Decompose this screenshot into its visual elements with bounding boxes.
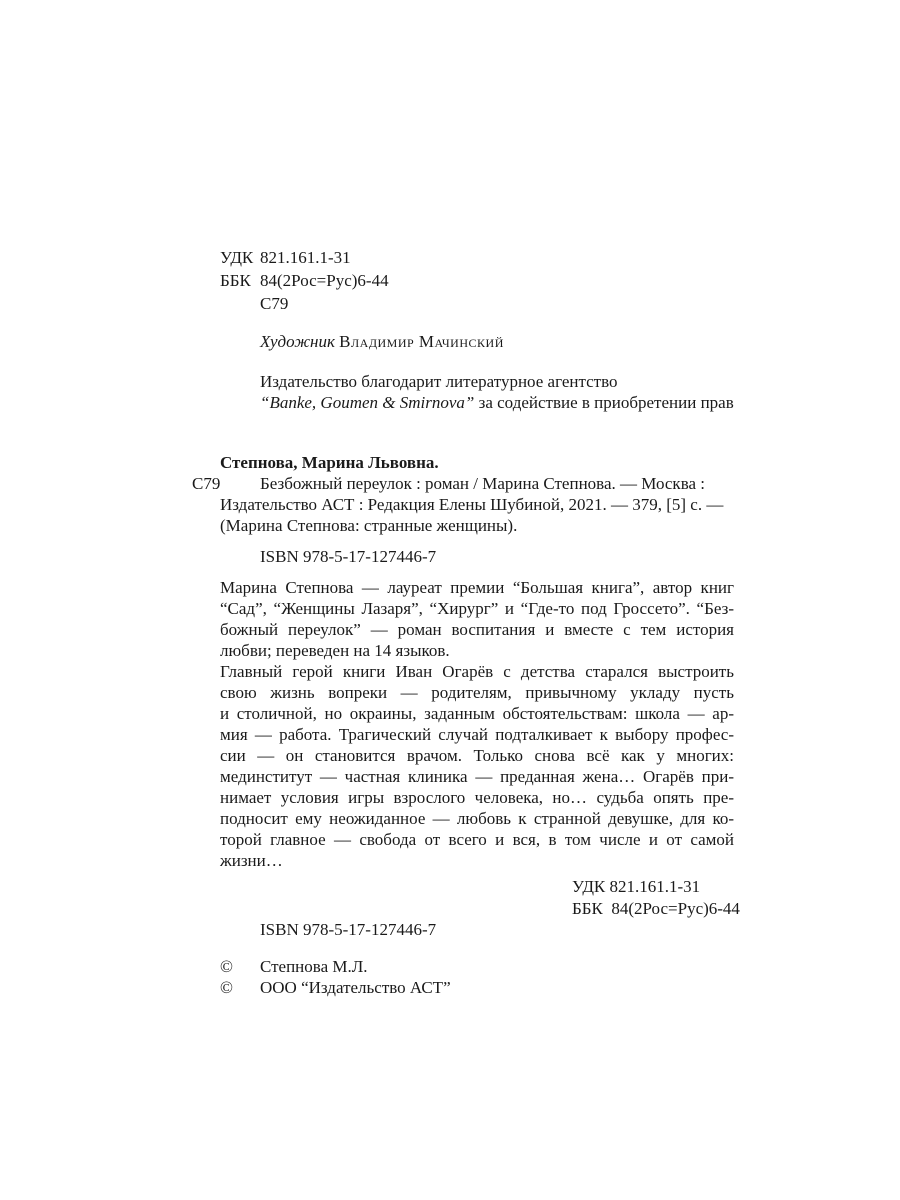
annotation-line: мия — работа. Трагический случай подталкивает к выбору профес- — [220, 725, 734, 744]
annotation-line: Главный герой книги Иван Огарёв с детства старался выстроить — [220, 662, 734, 681]
copyright-holder-2: ООО “Издательство АСТ” — [260, 978, 451, 997]
acknowledgement-rest: за содействие в приобретении прав — [474, 393, 734, 412]
bbk-line-bottom: ББК 84(2Рос=Рус)6-44 — [572, 899, 740, 918]
udk-line-bottom: УДК 821.161.1-31 — [572, 877, 701, 896]
copyright-symbol-2: © — [220, 978, 233, 997]
record-line-1: Безбожный переулок : роман / Марина Степнова. — Москва : — [260, 474, 706, 493]
annotation-line: сии — он становится врачом. Только снова всё как у многих: — [220, 746, 734, 765]
annotation-line: подносит ему неожиданное — любовь к странной девушке, для ко- — [220, 809, 734, 828]
artist-name: Владимир Мачинский — [339, 332, 504, 351]
bbk-value: 84(2Рос=Рус)6-44 — [260, 271, 389, 290]
udk-label: УДК — [220, 248, 254, 267]
agency-name: “Banke, Goumen & Smirnova” — [260, 393, 475, 412]
annotation-line: нимает условия игры взрослого человека, но… судьба опять пре- — [220, 788, 734, 807]
artist-credit — [260, 331, 504, 352]
annotation-line: торой главное — свобода от всего и вся, в том числе и от самой — [220, 830, 734, 849]
annotation-line: Марина Степнова — лауреат премии “Большая книга”, автор книг — [220, 578, 734, 597]
copyright-symbol-1: © — [220, 957, 233, 976]
acknowledgement-line-2 — [260, 392, 734, 413]
acknowledgement-line-1: Издательство благодарит литературное агентство — [260, 372, 618, 391]
annotation — [220, 577, 734, 871]
isbn-bottom: ISBN 978-5-17-127446-7 — [260, 920, 437, 939]
annotation-line: любви; переведен на 14 языков. — [220, 641, 450, 660]
record-line-3: (Марина Степнова: странные женщины). — [220, 516, 518, 535]
annotation-line: “Сад”, “Женщины Лазаря”, “Хирург” и “Где-то под Гроссето”. “Без- — [220, 599, 734, 618]
isbn-record: ISBN 978-5-17-127446-7 — [260, 547, 437, 566]
author-mark-top: С79 — [260, 294, 289, 313]
udk-line-top — [220, 247, 351, 268]
author-heading: Степнова, Марина Львовна. — [220, 453, 439, 472]
udk-value: 821.161.1-31 — [260, 248, 351, 267]
author-mark-record: С79 — [192, 474, 221, 493]
annotation-line: мединститут — частная клиника — преданная жена… Огарёв при- — [220, 767, 734, 786]
bbk-label: ББК — [220, 271, 251, 290]
annotation-line: божный переулок” — роман воспитания и вместе с тем история — [220, 620, 734, 639]
artist-role: Художник — [260, 332, 335, 351]
copyright-holder-1: Степнова М.Л. — [260, 957, 368, 976]
bbk-line-top — [220, 270, 389, 291]
annotation-line: и столичной, но окраины, заданным обстоятельствам: школа — ар- — [220, 704, 734, 723]
record-line-2: Издательство АСТ : Редакция Елены Шубиной, 2021. — 379, [5] с. — — [220, 495, 724, 514]
annotation-line: жизни… — [220, 851, 283, 870]
annotation-line: свою жизнь вопреки — родителям, привычному укладу пусть — [220, 683, 734, 702]
